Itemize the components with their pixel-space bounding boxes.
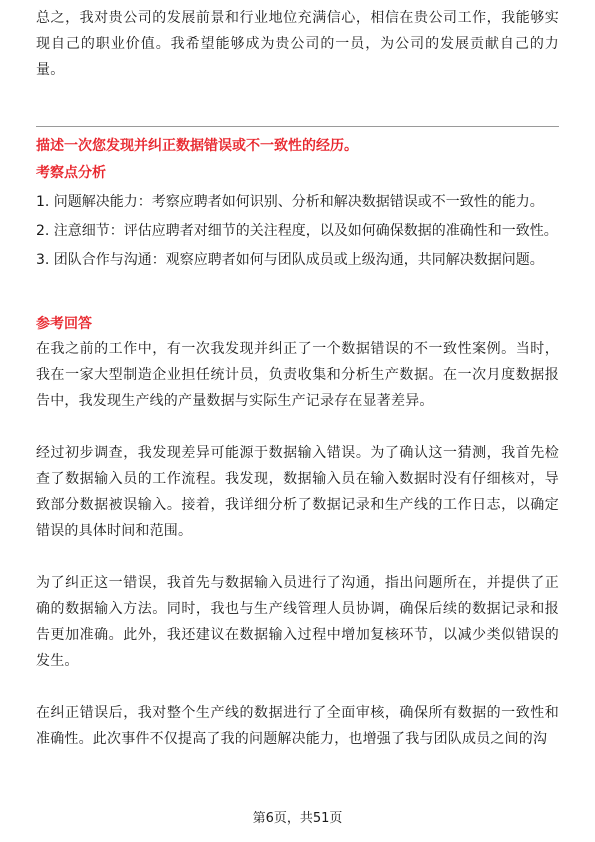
analysis-item: 3. 团队合作与沟通：观察应聘者如何与团队成员或上级沟通，共同解决数据问题。 — [36, 252, 544, 268]
section-divider — [36, 126, 559, 127]
answer-paragraph: 经过初步调查，我发现差异可能源于数据输入错误。为了确认这一猜测，我首先检查了数据输入员的工作流程。我发现，数据输入员在输入数据时没有仔细核对，导致部分数据被误输入。接着，我详细分析了数据记录和生产线的工作日志，以确定错误的具体时间和范围。 — [36, 445, 559, 539]
answer-paragraph: 在纠正错误后，我对整个生产线的数据进行了全面审核，确保所有数据的一致性和准确性。此次事件不仅提高了我的问题解决能力，也增强了我与团队成员之间的沟 — [36, 705, 559, 747]
intro-paragraph: 总之，我对贵公司的发展前景和行业地位充满信心，相信在贵公司工作，我能够实现自己的职业价值。我希望能够成为贵公司的一员，为公司的发展贡献自己的力量。 — [36, 10, 559, 78]
document-page — [36, 0, 559, 842]
analysis-item: 1. 问题解决能力：考察应聘者如何识别、分析和解决数据错误或不一致性的能力。 — [36, 194, 544, 210]
analysis-list — [36, 189, 559, 276]
answer-body — [36, 336, 559, 778]
analysis-title: 考察点分析 — [36, 165, 106, 181]
answer-title: 参考回答 — [36, 316, 92, 332]
analysis-item: 2. 注意细节：评估应聘者对细节的关注程度，以及如何确保数据的准确性和一致性。 — [36, 223, 558, 239]
page-number: 第6页，共51页 — [252, 811, 343, 826]
answer-paragraph: 为了纠正这一错误，我首先与数据输入员进行了沟通，指出问题所在，并提供了正确的数据输入方法。同时，我也与生产线管理人员协调，确保后续的数据记录和报告更加准确。此外，我还建议在数据输入过程中增加复核环节，以减少类似错误的发生。 — [36, 575, 559, 669]
question-heading: 描述一次您发现并纠正数据错误或不一致性的经历。 — [36, 138, 358, 154]
answer-paragraph: 在我之前的工作中，有一次我发现并纠正了一个数据错误的不一致性案例。当时，我在一家大型制造企业担任统计员，负责收集和分析生产数据。在一次月度数据报告中，我发现生产线的产量数据与实际生产记录存在显著差异。 — [36, 341, 559, 409]
